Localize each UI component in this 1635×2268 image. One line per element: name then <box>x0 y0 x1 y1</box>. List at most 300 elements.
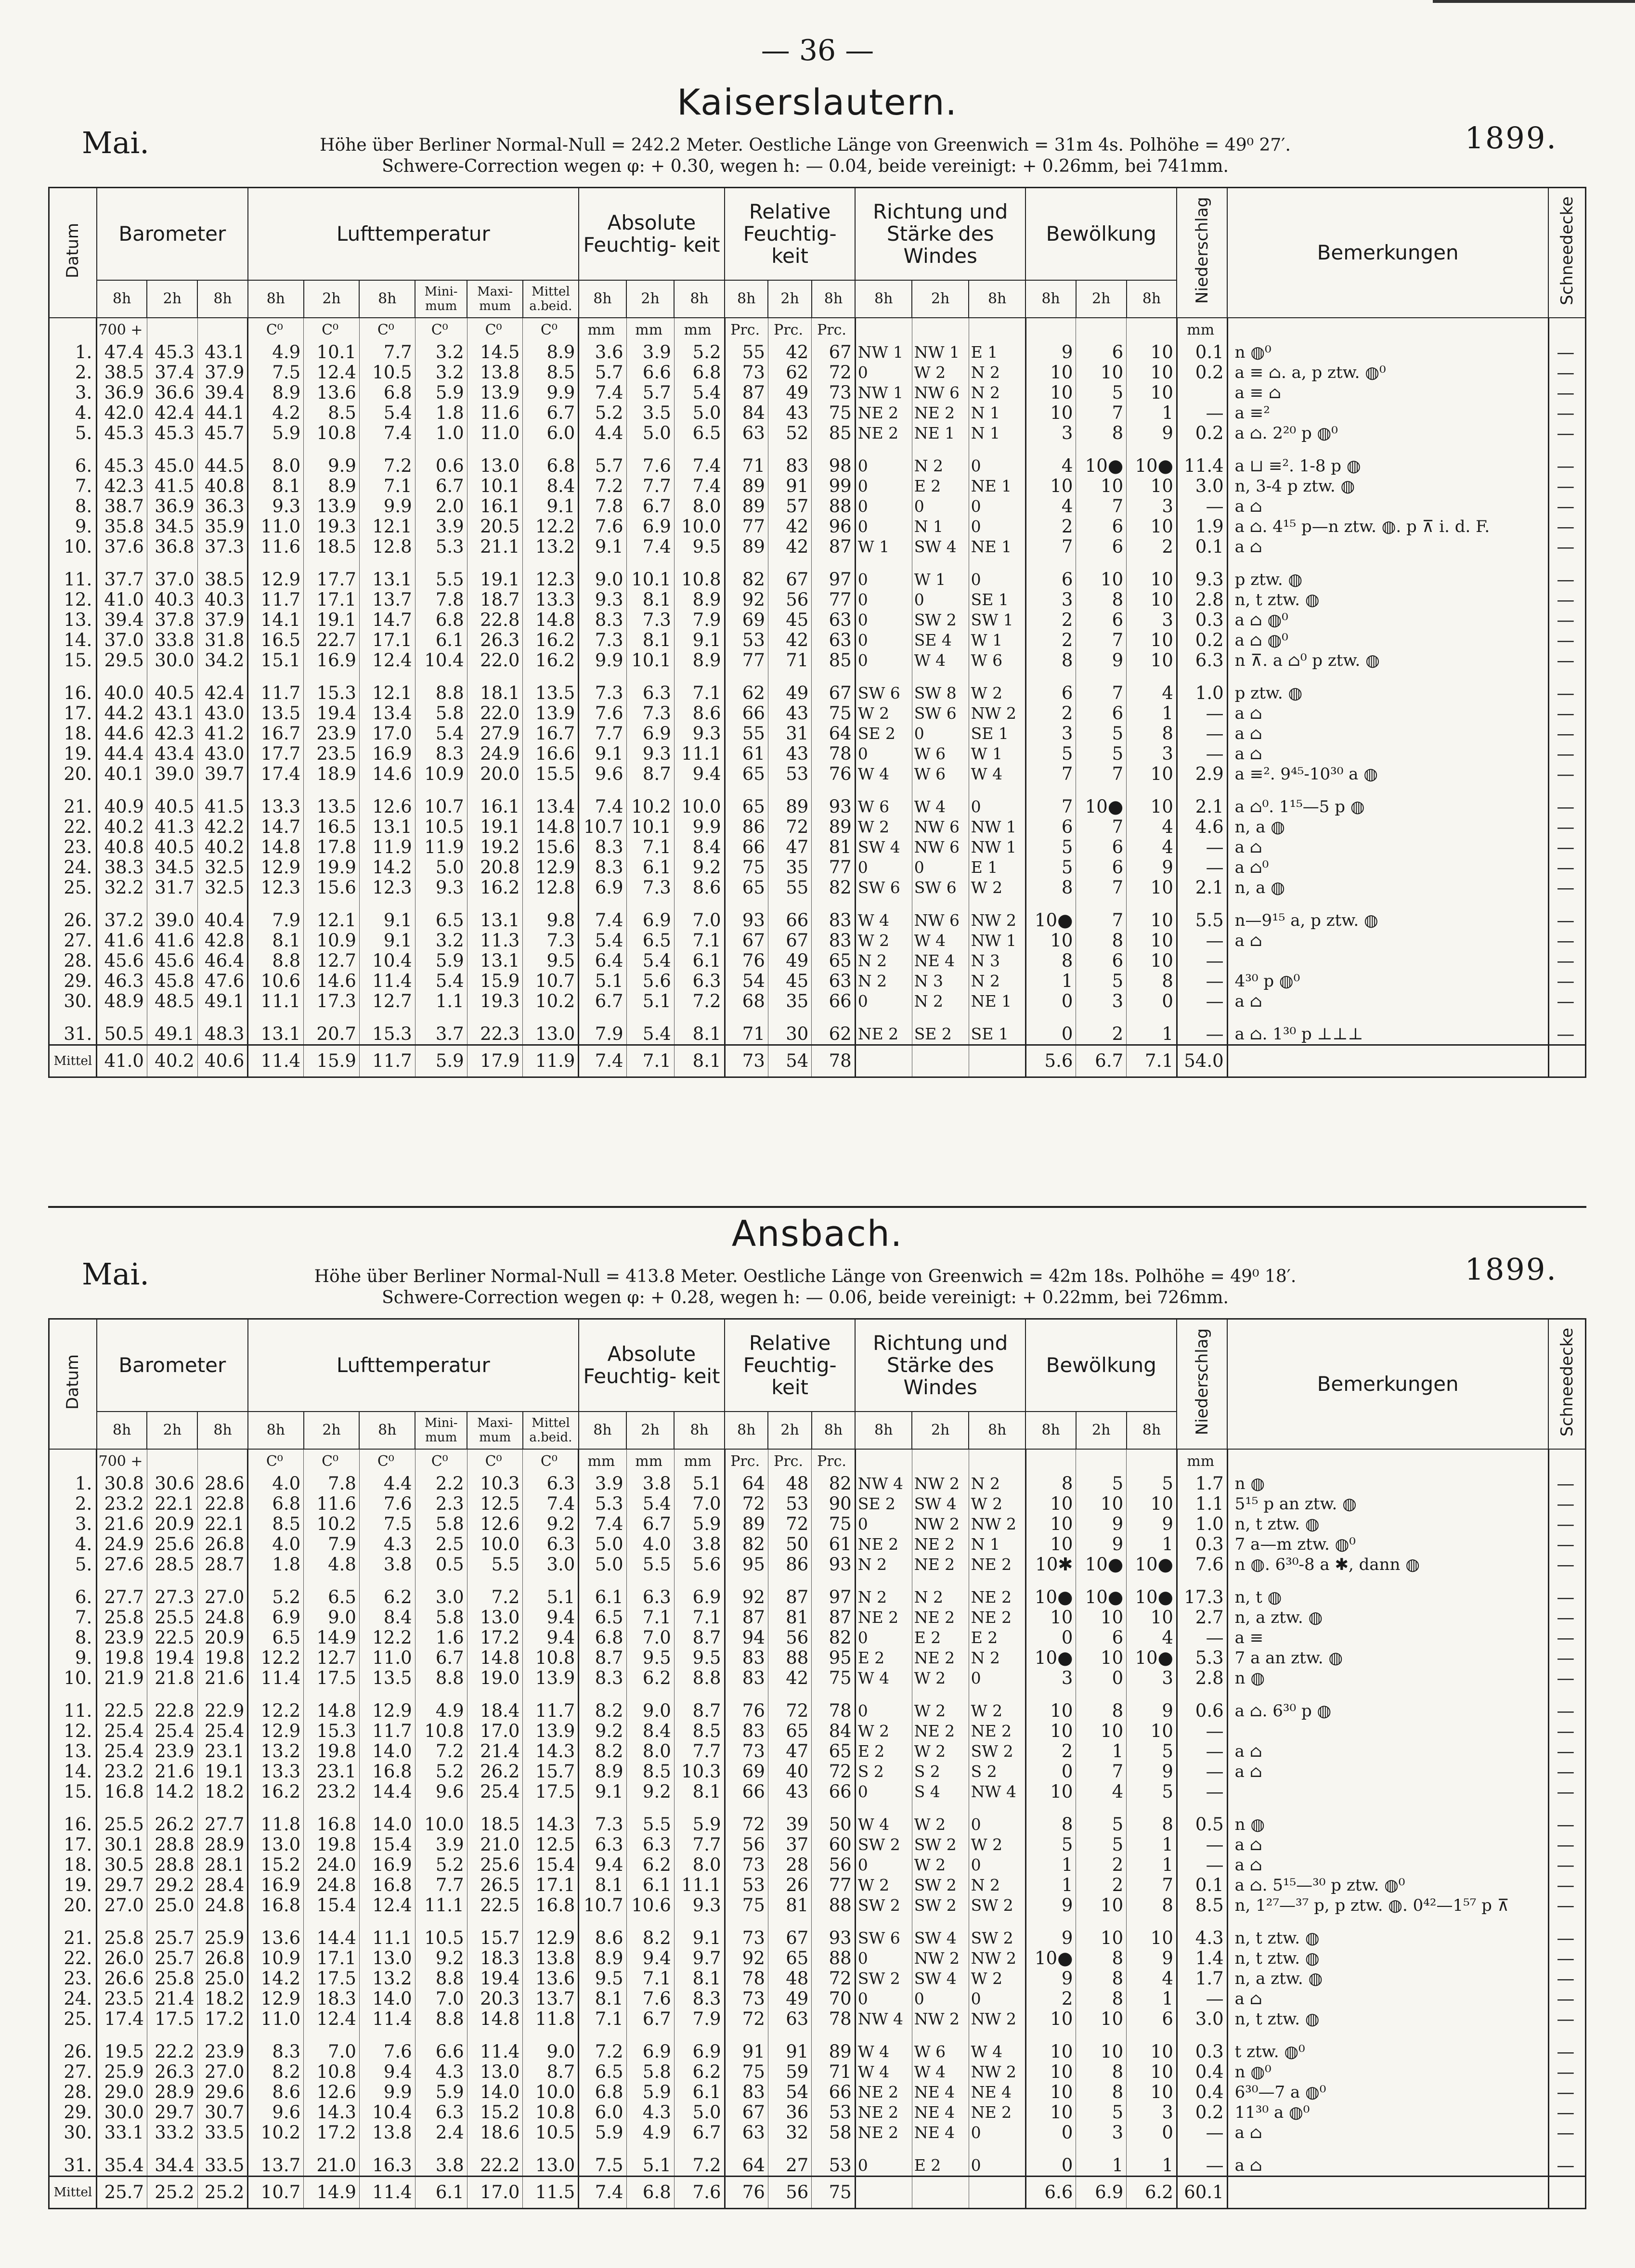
abs-humidity-cell: 7.9 <box>579 1024 626 1045</box>
barometer-cell: 33.8 <box>147 630 197 650</box>
rel-humidity-cell: 86 <box>725 817 768 837</box>
spacer-cell <box>523 443 579 456</box>
barometer-cell: 34.5 <box>147 857 197 878</box>
precip-cell: — <box>1177 2123 1227 2143</box>
wind-cell: SW 6 <box>855 878 912 898</box>
barometer-cell: 40.9 <box>97 797 147 817</box>
precip-cell: 1.7 <box>1177 1474 1227 1494</box>
barometer-cell: 19.8 <box>197 1648 248 1668</box>
cloud-cell: 3 <box>1076 2123 1127 2143</box>
wind-cell: NW 2 <box>969 1514 1025 1534</box>
rel-humidity-cell: 30 <box>768 1024 811 1045</box>
barometer-cell: 16.8 <box>97 1782 147 1802</box>
spacer-cell <box>626 1688 674 1701</box>
temp-cell: 12.3 <box>359 878 415 898</box>
date-cell: 3. <box>49 1514 97 1534</box>
wind-cell: NW 2 <box>912 2009 969 2029</box>
spacer-cell <box>674 2029 725 2042</box>
temp-cell: 7.8 <box>304 1474 360 1494</box>
day-row <box>49 1474 1586 1494</box>
temp-mean-cell: 13.7 <box>523 1989 579 2009</box>
wind-cell: SW 2 <box>969 1741 1025 1762</box>
barometer-cell: 42.4 <box>147 403 197 423</box>
temp-min-cell: 9.3 <box>415 878 467 898</box>
precip-cell: — <box>1177 1782 1227 1802</box>
temp-min-cell: 8.8 <box>415 2009 467 2029</box>
rel-humidity-cell: 72 <box>768 1514 811 1534</box>
wind-cell: SE 1 <box>969 1024 1025 1045</box>
rel-humidity-cell: 66 <box>812 1782 855 1802</box>
temp-mean-cell: 12.5 <box>523 1835 579 1855</box>
abs-humidity-cell: 11.1 <box>674 744 725 764</box>
wind-cell: 0 <box>855 991 912 1011</box>
temp-mean-cell: 6.8 <box>523 456 579 476</box>
spacer-cell <box>579 557 626 570</box>
temp-min-cell: 6.6 <box>415 2042 467 2062</box>
rel-humidity-cell: 61 <box>812 1534 855 1555</box>
remarks-cell: a ≡ ⌂. a, p ztw. ◍⁰ <box>1227 363 1548 383</box>
rel-humidity-cell: 65 <box>725 878 768 898</box>
wind-cell: W 6 <box>912 744 969 764</box>
unit-cell: C⁰ <box>415 318 467 342</box>
col-barometer: Barometer <box>97 188 248 281</box>
date-cell: 24. <box>49 1989 97 2009</box>
cloud-cell: 3 <box>1025 1668 1076 1688</box>
col-wind: Richtung und Stärke des Windes <box>855 188 1025 281</box>
spacer-cell <box>523 1688 579 1701</box>
abs-humidity-cell: 8.1 <box>674 1024 725 1045</box>
date-cell: 7. <box>49 476 97 496</box>
abs-humidity-cell: 7.3 <box>579 630 626 650</box>
temp-cell: 17.3 <box>304 991 360 1011</box>
cloud-cell: 4 <box>1025 496 1076 517</box>
barometer-cell: 39.0 <box>147 764 197 784</box>
unit-cell: Prc. <box>812 318 855 342</box>
cloud-cell: 0 <box>1127 991 1177 1011</box>
spacer-cell <box>248 2143 304 2155</box>
temp-max-cell: 19.1 <box>467 817 523 837</box>
abs-humidity-cell: 5.1 <box>579 971 626 991</box>
temp-min-cell: 11.1 <box>415 1895 467 1916</box>
wind-cell: NE 4 <box>969 2082 1025 2102</box>
barometer-cell: 23.5 <box>97 1989 147 2009</box>
snow-cover-cell: — <box>1548 1534 1585 1555</box>
temp-mean-cell: 10.8 <box>523 2102 579 2123</box>
remarks-cell: n ◍⁰ <box>1227 342 1548 363</box>
snow-cover-cell: — <box>1548 951 1585 971</box>
temp-min-cell: 2.3 <box>415 1494 467 1514</box>
col-niederschlag <box>1177 1319 1227 1450</box>
barometer-cell: 37.0 <box>147 570 197 590</box>
cloud-cell: 8 <box>1076 2062 1127 2082</box>
temp-mean-cell: 13.5 <box>523 683 579 703</box>
col-schneedecke <box>1548 188 1585 318</box>
rel-humidity-cell: 85 <box>812 423 855 443</box>
wind-cell: W 2 <box>855 817 912 837</box>
wind-cell: W 1 <box>855 537 912 557</box>
temp-cell: 4.8 <box>304 1555 360 1575</box>
temp-cell: 14.0 <box>359 1814 415 1835</box>
rel-humidity-cell: 64 <box>725 1474 768 1494</box>
precip-cell: — <box>1177 703 1227 724</box>
wind-cell: N 1 <box>969 1534 1025 1555</box>
day-row <box>49 931 1586 951</box>
spacer-cell <box>1177 898 1227 910</box>
rel-humidity-cell: 56 <box>768 1628 811 1648</box>
temp-cell: 12.6 <box>304 2082 360 2102</box>
wind-cell <box>912 1045 969 1077</box>
rel-humidity-cell: 72 <box>725 2009 768 2029</box>
unit-cell: Prc. <box>768 318 811 342</box>
spacer-cell <box>674 671 725 683</box>
day-row <box>49 1555 1586 1575</box>
cloud-cell: 10 <box>1076 476 1127 496</box>
temp-cell: 8.2 <box>248 2062 304 2082</box>
day-row <box>49 703 1586 724</box>
wind-cell: 0 <box>912 857 969 878</box>
rel-humidity-cell: 28 <box>768 1855 811 1875</box>
remarks-cell: 7 a—m ztw. ◍⁰ <box>1227 1534 1548 1555</box>
temp-cell: 4.9 <box>248 342 304 363</box>
cloud-cell: 10 <box>1025 931 1076 951</box>
day-row <box>49 1514 1586 1534</box>
rel-humidity-cell: 62 <box>725 683 768 703</box>
spacer-cell <box>97 784 147 797</box>
barometer-cell: 21.9 <box>97 1668 147 1688</box>
spacer-cell <box>725 784 768 797</box>
cloud-cell: 10 <box>1025 1514 1076 1534</box>
wind-cell: S 2 <box>969 1762 1025 1782</box>
spacer-cell <box>912 557 969 570</box>
temp-mean-cell: 6.7 <box>523 403 579 423</box>
wind-cell: E 2 <box>912 1628 969 1648</box>
spacer-cell <box>523 1011 579 1024</box>
rel-humidity-cell: 93 <box>812 797 855 817</box>
wind-cell: SE 4 <box>912 630 969 650</box>
rel-humidity-cell: 91 <box>768 2042 811 2062</box>
barometer-cell: 24.9 <box>97 1534 147 1555</box>
date-cell: 19. <box>49 744 97 764</box>
temp-max-cell: 5.5 <box>467 1555 523 1575</box>
unit-cell <box>1227 318 1548 342</box>
abs-humidity-cell: 4.0 <box>626 1534 674 1555</box>
temp-cell: 12.9 <box>248 570 304 590</box>
remarks-cell <box>1227 1045 1548 1077</box>
barometer-cell: 32.2 <box>97 878 147 898</box>
wind-cell: SE 1 <box>969 724 1025 744</box>
wind-cell <box>969 2177 1025 2209</box>
abs-humidity-cell: 9.5 <box>674 537 725 557</box>
abs-humidity-cell: 6.7 <box>674 2123 725 2143</box>
abs-humidity-cell: 7.4 <box>626 537 674 557</box>
day-row <box>49 2123 1586 2143</box>
abs-humidity-cell: 8.9 <box>579 1948 626 1969</box>
remarks-cell: n, a ztw. ◍ <box>1227 1969 1548 1989</box>
temp-cell: 6.2 <box>359 1587 415 1607</box>
wind-cell: NW 2 <box>969 2009 1025 2029</box>
temp-cell: 14.2 <box>248 1969 304 1989</box>
spacer-cell <box>912 1802 969 1814</box>
rel-humidity-cell: 67 <box>725 931 768 951</box>
wind-cell: SW 6 <box>912 703 969 724</box>
rel-humidity-cell: 89 <box>812 817 855 837</box>
barometer-cell: 40.5 <box>147 683 197 703</box>
wind-cell: NE 4 <box>912 951 969 971</box>
spacer-cell <box>467 671 523 683</box>
spacer-cell <box>49 1916 97 1928</box>
header-hour-label: Niederschlag <box>1192 197 1212 304</box>
cloud-cell: 10 <box>1076 1928 1127 1948</box>
temp-cell: 14.3 <box>304 2102 360 2123</box>
wind-cell: 0 <box>855 857 912 878</box>
spacer-cell <box>248 443 304 456</box>
barometer-cell: 40.1 <box>97 764 147 784</box>
snow-cover-cell: — <box>1548 1668 1585 1688</box>
temp-max-cell: 13.0 <box>467 2062 523 2082</box>
barometer-cell: 32.5 <box>197 878 248 898</box>
remarks-cell: n, 1²⁷—³⁷ p, p ztw. ◍. 0⁴²—1⁵⁷ p ⊼ <box>1227 1895 1548 1916</box>
wind-cell: E 2 <box>912 476 969 496</box>
mean-row <box>49 1045 1586 1077</box>
temp-mean-cell: 7.3 <box>523 931 579 951</box>
temp-cell: 19.1 <box>304 610 360 630</box>
wind-cell: 0 <box>969 1814 1025 1835</box>
wind-cell: N 2 <box>969 971 1025 991</box>
rel-humidity-cell: 75 <box>812 403 855 423</box>
spacer-cell <box>1548 671 1585 683</box>
precip-cell: — <box>1177 1989 1227 2009</box>
spacer-cell <box>415 443 467 456</box>
col-bewoelkung: Bewölkung <box>1025 188 1177 281</box>
spacer-cell <box>912 1916 969 1928</box>
rel-humidity-cell: 42 <box>768 537 811 557</box>
day-row <box>49 2082 1586 2102</box>
abs-humidity-cell: 5.0 <box>674 2102 725 2123</box>
rel-humidity-cell: 83 <box>812 931 855 951</box>
rel-humidity-cell: 89 <box>812 2042 855 2062</box>
cloud-cell: 6.6 <box>1025 2177 1076 2209</box>
date-cell: 12. <box>49 1721 97 1741</box>
wind-cell: 0 <box>855 456 912 476</box>
abs-humidity-cell: 7.1 <box>674 683 725 703</box>
date-cell: 31. <box>49 1024 97 1045</box>
cloud-cell: 5 <box>1025 837 1076 857</box>
spacer-cell <box>912 443 969 456</box>
wind-cell: SW 6 <box>912 878 969 898</box>
temp-min-cell: 7.7 <box>415 1875 467 1895</box>
abs-humidity-cell: 11.1 <box>674 1875 725 1895</box>
date-cell: 8. <box>49 496 97 517</box>
rel-humidity-cell: 81 <box>768 1895 811 1916</box>
temp-cell: 14.8 <box>248 837 304 857</box>
cloud-cell: 10 <box>1076 1648 1127 1668</box>
temp-cell: 21.0 <box>304 2155 360 2177</box>
barometer-cell: 29.2 <box>147 1875 197 1895</box>
row-spacer <box>49 1802 1586 1814</box>
remarks-cell <box>1227 2177 1548 2209</box>
spacer-cell <box>1076 1688 1127 1701</box>
cloud-cell: 6 <box>1025 683 1076 703</box>
temp-min-cell: 5.4 <box>415 724 467 744</box>
abs-humidity-cell: 7.6 <box>626 456 674 476</box>
rel-humidity-cell: 91 <box>768 476 811 496</box>
temp-max-cell: 19.0 <box>467 1668 523 1688</box>
abs-humidity-cell: 5.0 <box>579 1555 626 1575</box>
abs-humidity-cell: 8.1 <box>626 630 674 650</box>
temp-mean-cell: 9.4 <box>523 1628 579 1648</box>
cloud-cell: 3 <box>1127 610 1177 630</box>
abs-humidity-cell: 5.7 <box>626 383 674 403</box>
temp-cell: 14.6 <box>304 971 360 991</box>
temp-min-cell: 8.8 <box>415 1668 467 1688</box>
header-hour-label: Mini- mum <box>415 280 467 318</box>
rel-humidity-cell: 76 <box>812 764 855 784</box>
row-spacer <box>49 1916 1586 1928</box>
barometer-cell: 33.5 <box>197 2123 248 2143</box>
spacer-cell <box>1076 557 1127 570</box>
spacer-cell <box>1227 671 1548 683</box>
rel-humidity-cell: 31 <box>768 724 811 744</box>
wind-cell: E 2 <box>855 1741 912 1762</box>
remarks-cell: a ⌂. 2²⁰ p ◍⁰ <box>1227 423 1548 443</box>
wind-cell: NW 4 <box>969 1782 1025 1802</box>
barometer-cell: 25.7 <box>147 1928 197 1948</box>
abs-humidity-cell: 9.4 <box>626 1948 674 1969</box>
spacer-cell <box>1076 443 1127 456</box>
spacer-cell <box>1227 443 1548 456</box>
spacer-cell <box>674 1011 725 1024</box>
remarks-cell: a ⌂ ◍⁰ <box>1227 610 1548 630</box>
rel-humidity-cell: 27 <box>768 2155 811 2177</box>
spacer-cell <box>1227 784 1548 797</box>
wind-cell: NW 6 <box>912 837 969 857</box>
spacer-cell <box>812 1802 855 1814</box>
barometer-cell: 37.2 <box>97 910 147 931</box>
wind-cell: NE 4 <box>912 2102 969 2123</box>
unit-cell: Prc. <box>768 1449 811 1474</box>
remarks-cell: n ◍⁰ <box>1227 2062 1548 2082</box>
spacer-cell <box>49 1575 97 1587</box>
abs-humidity-cell: 7.2 <box>579 476 626 496</box>
abs-humidity-cell: 7.1 <box>674 931 725 951</box>
barometer-cell: 45.6 <box>147 951 197 971</box>
wind-cell: NE 2 <box>855 2082 912 2102</box>
temp-cell: 13.6 <box>248 1928 304 1948</box>
wind-cell: SW 8 <box>912 683 969 703</box>
temp-min-cell: 6.1 <box>415 2177 467 2209</box>
page-corner-rule <box>1433 0 1635 9</box>
barometer-cell: 37.7 <box>97 570 147 590</box>
barometer-cell: 21.4 <box>147 1989 197 2009</box>
spacer-cell <box>1025 1802 1076 1814</box>
cloud-cell: 10 <box>1127 1494 1177 1514</box>
cloud-cell: 5 <box>1076 2102 1127 2123</box>
day-row <box>49 951 1586 971</box>
snow-cover-cell: — <box>1548 931 1585 951</box>
temp-min-cell: 5.9 <box>415 2082 467 2102</box>
cloud-cell: 4 <box>1127 1969 1177 1989</box>
temp-max-cell: 17.0 <box>467 2177 523 2209</box>
wind-cell: SW 2 <box>912 610 969 630</box>
rel-humidity-cell: 72 <box>725 1494 768 1514</box>
spacer-cell <box>523 671 579 683</box>
rel-humidity-cell: 75 <box>812 703 855 724</box>
barometer-cell: 44.4 <box>97 744 147 764</box>
rel-humidity-cell: 55 <box>725 724 768 744</box>
wind-cell: 0 <box>855 517 912 537</box>
precip-cell: 2.1 <box>1177 797 1227 817</box>
section-kaiserslautern <box>48 82 1586 1078</box>
wind-cell: 0 <box>969 570 1025 590</box>
abs-humidity-cell: 7.3 <box>626 703 674 724</box>
barometer-cell: 26.6 <box>97 1969 147 1989</box>
barometer-cell: 22.5 <box>97 1701 147 1721</box>
unit-cell <box>1127 1449 1177 1474</box>
spacer-cell <box>969 1916 1025 1928</box>
temp-cell: 12.9 <box>248 1989 304 2009</box>
spacer-cell <box>1177 671 1227 683</box>
rel-humidity-cell: 97 <box>812 1587 855 1607</box>
spacer-cell <box>97 1802 147 1814</box>
unit-cell: Prc. <box>725 318 768 342</box>
wind-cell: W 4 <box>969 764 1025 784</box>
barometer-cell: 17.4 <box>97 2009 147 2029</box>
wind-cell: NE 2 <box>969 2102 1025 2123</box>
temp-mean-cell: 11.8 <box>523 2009 579 2029</box>
temp-cell: 11.9 <box>359 837 415 857</box>
cloud-cell: 6 <box>1076 857 1127 878</box>
spacer-cell <box>812 2143 855 2155</box>
spacer-cell <box>725 671 768 683</box>
snow-cover-cell: — <box>1548 537 1585 557</box>
abs-humidity-cell: 8.0 <box>674 496 725 517</box>
temp-max-cell: 14.8 <box>467 1648 523 1668</box>
barometer-cell: 25.7 <box>147 1948 197 1969</box>
precip-cell: — <box>1177 1024 1227 1045</box>
temp-mean-cell: 14.3 <box>523 1741 579 1762</box>
temp-cell: 10.2 <box>248 2123 304 2143</box>
temp-cell: 16.3 <box>359 2155 415 2177</box>
temp-max-cell: 22.0 <box>467 650 523 671</box>
cloud-cell: 8 <box>1127 724 1177 744</box>
temp-max-cell: 15.2 <box>467 2102 523 2123</box>
snow-cover-cell: — <box>1548 2123 1585 2143</box>
precip-cell: 1.9 <box>1177 517 1227 537</box>
temp-mean-cell: 9.8 <box>523 910 579 931</box>
rel-humidity-cell: 72 <box>768 817 811 837</box>
spacer-cell <box>248 898 304 910</box>
abs-humidity-cell: 6.9 <box>579 878 626 898</box>
header-hour-label: 8h <box>725 280 768 318</box>
col-schneedecke <box>1548 1319 1585 1450</box>
temp-mean-cell: 12.3 <box>523 570 579 590</box>
barometer-cell: 36.9 <box>97 383 147 403</box>
cloud-cell: 0 <box>1025 1762 1076 1782</box>
spacer-cell <box>674 1688 725 1701</box>
barometer-cell: 45.3 <box>97 423 147 443</box>
rel-humidity-cell: 75 <box>725 2062 768 2082</box>
cloud-cell: 3 <box>1127 744 1177 764</box>
barometer-cell: 37.4 <box>147 363 197 383</box>
rel-humidity-cell: 62 <box>812 1024 855 1045</box>
rel-humidity-cell: 88 <box>812 496 855 517</box>
temp-cell: 19.3 <box>304 517 360 537</box>
header-hour-label: 8h <box>855 280 912 318</box>
abs-humidity-cell: 8.9 <box>579 1762 626 1782</box>
precip-cell: 3.0 <box>1177 476 1227 496</box>
spacer-cell <box>359 1575 415 1587</box>
remarks-cell: a ⌂ <box>1227 703 1548 724</box>
